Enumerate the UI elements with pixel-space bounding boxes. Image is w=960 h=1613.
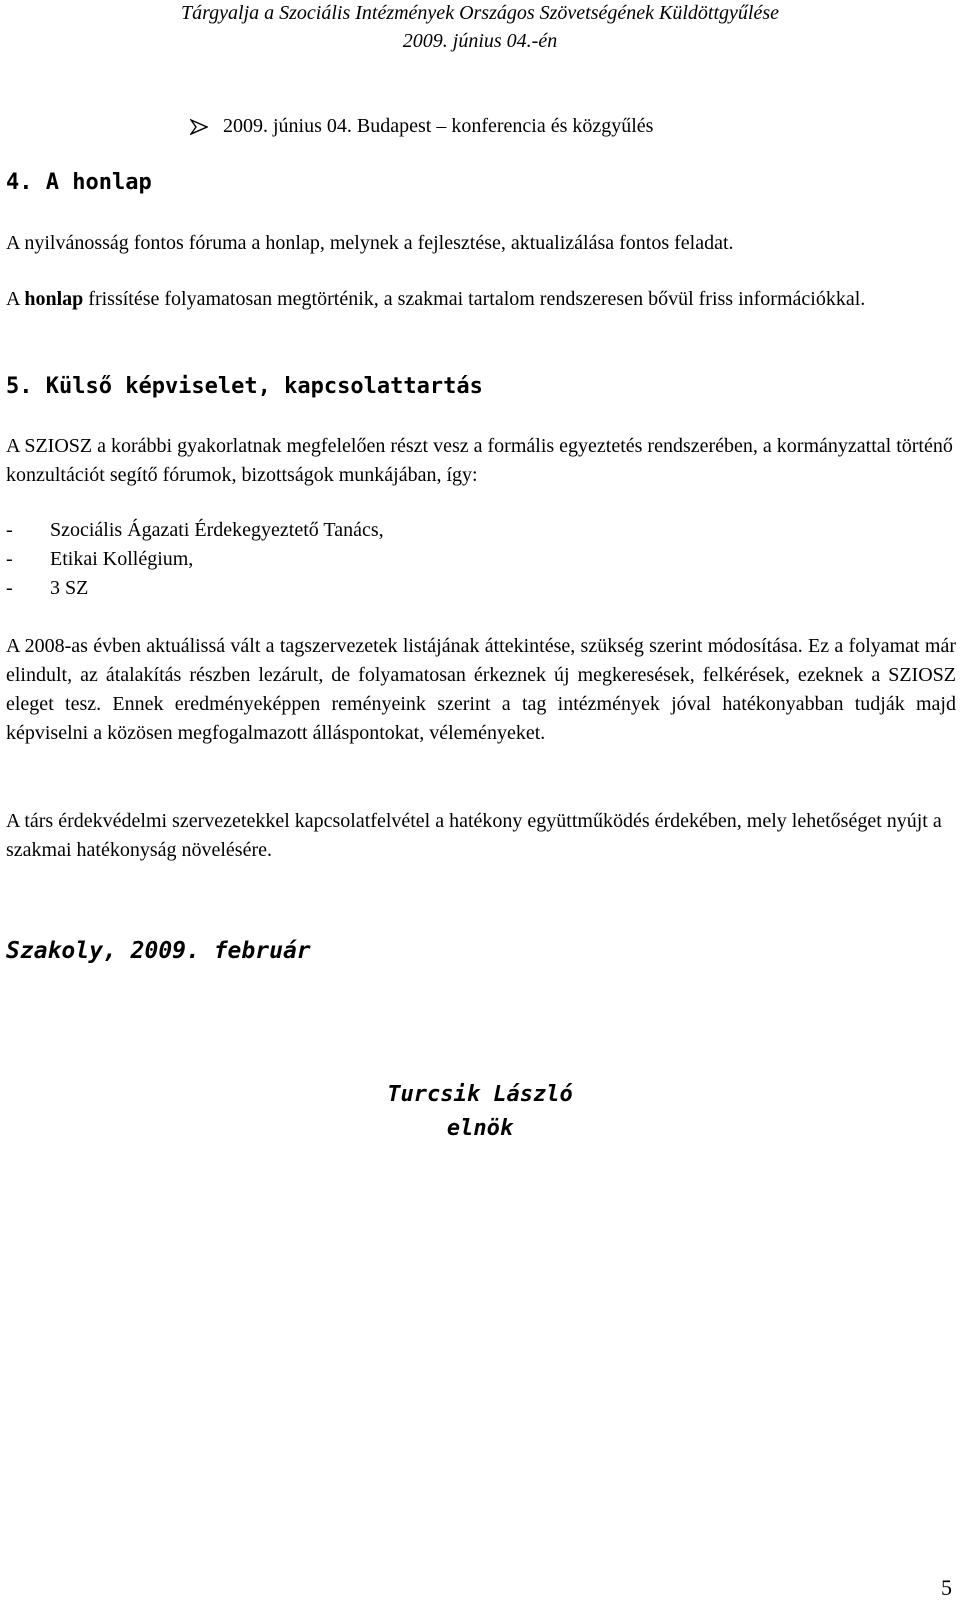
list-item-text: 3 SZ <box>50 577 89 599</box>
section-4-paragraph-2 <box>6 285 956 314</box>
para-text-post: frissítése folyamatosan megtörténik, a szakmai tartalom rendszeresen bővül friss információkkal. <box>83 288 866 310</box>
section-5-paragraph-2: A 2008-as évben aktuálissá vált a tagszervezetek listájának áttekintése, szükség szerint módosítása. Ez a folyamat már elindult, az átalakítás részben lezárult, de folyamatosan érkeznek új megkeresések, felkérések, ezeknek a SZIOSZ eleget tesz. Ennek eredményeképpen reményeink szerint a tag intézmények jóval hatékonyabban tudják majd képviselni a közösen megfogalmazott álláspontokat, véleményeket. <box>6 635 956 744</box>
list-item <box>6 545 193 574</box>
dash-marker: - <box>6 577 13 599</box>
section-4-paragraph-1: A nyilvánosság fontos fóruma a honlap, melynek a fejlesztése, aktualizálása fontos feladat. <box>6 232 734 254</box>
para-text-pre: A <box>6 288 25 310</box>
section-5-intro: A SZIOSZ a korábbi gyakorlatnak megfelelően részt vesz a formális egyeztetés rendszerében, a kormányzattal történő konzultációt segítő fórumok, bizottságok munkájában, így: <box>6 435 953 486</box>
arrow-bullet-icon <box>190 118 208 136</box>
list-item <box>6 516 384 545</box>
place-and-date: Szakoly, 2009. február <box>6 938 311 964</box>
running-header-date: 2009. június 04.-én <box>402 30 558 52</box>
para-text-bold: honlap <box>24 288 84 310</box>
bullet-text: 2009. június 04. Budapest – konferencia és közgyűlés <box>223 115 654 137</box>
section-4-heading: 4. A honlap <box>6 170 152 195</box>
signer-title: elnök <box>446 1116 514 1141</box>
dash-marker: - <box>6 519 13 541</box>
dash-marker: - <box>6 548 13 570</box>
list-item-text: Szociális Ágazati Érdekegyeztető Tanács, <box>50 519 384 541</box>
section-5-heading: 5. Külső képviselet, kapcsolattartás <box>6 374 483 399</box>
bullet-item <box>190 115 653 138</box>
list-item-text: Etikai Kollégium, <box>50 548 194 570</box>
page-number: 5 <box>941 1575 952 1600</box>
running-header-title: Tárgyalja a Szociális Intézmények Országos Szövetségének Küldöttgyűlése <box>180 2 780 24</box>
section-5-paragraph-3: A társ érdekvédelmi szervezetekkel kapcsolatfelvétel a hatékony együttműködés érdekében, mely lehetőséget nyújt a szakmai hatékonyság növelésére. <box>6 810 942 861</box>
signer-name: Turcsik László <box>387 1082 573 1107</box>
list-item <box>6 574 88 603</box>
